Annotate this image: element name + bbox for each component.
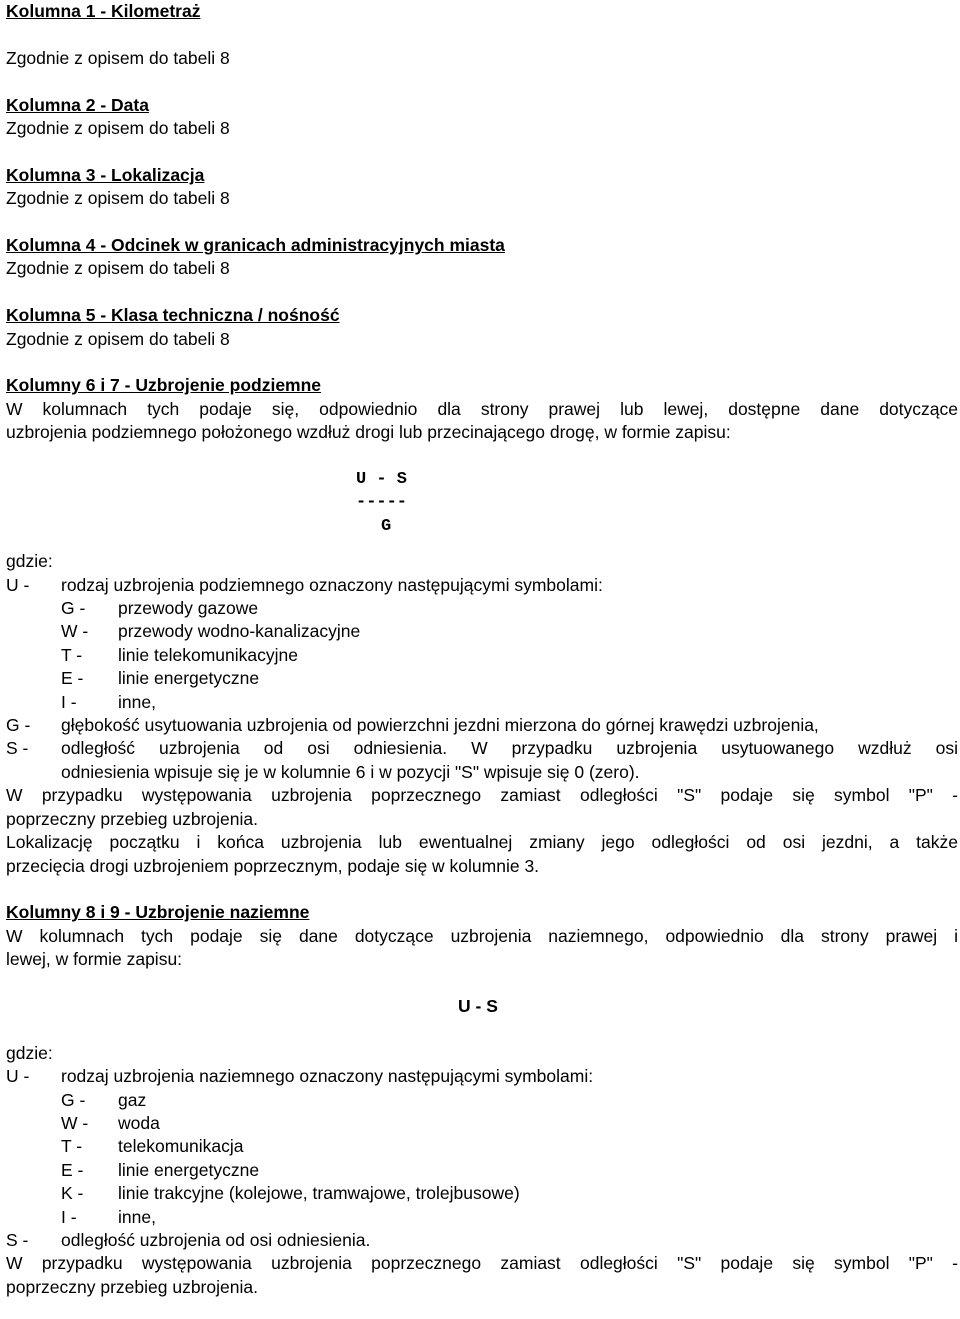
heading-kolumna-1: Kolumna 1 - Kilometraż <box>6 1 201 21</box>
heading-kolumna-4: Kolumna 4 - Odcinek w granicach administracyjnych miasta <box>6 235 505 255</box>
cross-note-aboveground-line2: poprzeczny przebieg uzbrojenia. <box>6 1276 258 1297</box>
symbol-g-text: gaz <box>118 1089 147 1110</box>
symbol-i-text: inne, <box>118 1206 156 1227</box>
definition-u-text: rodzaj uzbrojenia naziemnego oznaczony następującymi symbolami: <box>61 1066 594 1087</box>
symbol-s: S - <box>6 738 29 759</box>
symbol-g-depth: G - <box>6 715 31 736</box>
definition-g-text: głębokość usytuowania uzbrojenia od powierzchni jezdni mierzona do górnej krawędzi uzbrojenia, <box>61 715 819 736</box>
definition-u-underground <box>6 574 958 597</box>
text-kolumna-2: Zgodnie z opisem do tabeli 8 <box>6 118 230 138</box>
formula-underground <box>6 468 958 538</box>
heading-kolumna-3: Kolumna 3 - Lokalizacja <box>6 164 205 185</box>
list-item <box>6 1112 958 1135</box>
definition-s-distance <box>6 737 958 784</box>
symbol-u: U - <box>6 1066 30 1087</box>
list-item <box>6 691 958 714</box>
symbol-k-text: linie trakcyjne (kolejowe, tramwajowe, trolejbusowe) <box>118 1183 520 1204</box>
list-item <box>6 1135 958 1158</box>
symbol-g-text: przewody gazowe <box>118 598 259 619</box>
intro-kolumny-6-7-line1: W kolumnach tych podaje się, odpowiednio dla strony prawej lub lewej, dostępne dane dotyczące <box>6 398 958 419</box>
symbol-i: I - <box>61 1206 77 1227</box>
list-item <box>6 644 958 667</box>
text-kolumna-4: Zgodnie z opisem do tabeli 8 <box>6 258 230 279</box>
location-note-line2: przecięcia drogi uzbrojeniem poprzecznym, podaje się w kolumnie 3. <box>6 855 540 876</box>
symbol-i: I - <box>61 691 77 712</box>
formula-denominator: G <box>381 516 392 536</box>
cross-note-line2: poprzeczny przebieg uzbrojenia. <box>6 808 258 829</box>
definition-s-distance-aboveground <box>6 1229 958 1252</box>
symbol-u: U - <box>6 574 30 595</box>
definition-s-text-line1: odległość uzbrojenia od osi odniesienia. W przypadku uzbrojenia usytuowanego wzdłuż osi <box>61 738 958 759</box>
symbol-t: T - <box>61 644 83 665</box>
symbol-e-text: linie energetyczne <box>118 1159 260 1180</box>
list-item <box>6 1159 958 1182</box>
heading-kolumny-6-7: Kolumny 6 i 7 - Uzbrojenie podziemne <box>6 375 322 396</box>
list-item <box>6 1182 958 1205</box>
intro-kolumny-8-9-line2: lewej, w formie zapisu: <box>6 949 183 970</box>
symbol-t: T - <box>61 1136 83 1157</box>
symbol-w: W - <box>61 621 89 642</box>
symbol-s: S - <box>6 1229 29 1250</box>
symbol-g: G - <box>61 1089 86 1110</box>
definition-u-text: rodzaj uzbrojenia podziemnego oznaczony następującymi symbolami: <box>61 574 603 595</box>
heading-kolumny-8-9: Kolumny 8 i 9 - Uzbrojenie naziemne <box>6 902 310 923</box>
symbol-e: E - <box>61 668 84 689</box>
symbol-t-text: linie telekomunikacyjne <box>118 644 298 665</box>
symbol-w-text: woda <box>118 1112 160 1133</box>
symbol-w-text: przewody wodno-kanalizacyjne <box>118 621 361 642</box>
list-item <box>6 667 958 690</box>
intro-kolumny-6-7-line2: uzbrojenia podziemnego położonego wzdłuż drogi lub przecinającego drogę, w formie zapisu: <box>6 422 731 443</box>
document-page <box>6 0 958 1299</box>
list-item <box>6 1089 958 1112</box>
heading-kolumna-5: Kolumna 5 - Klasa techniczna / nośność <box>6 305 340 326</box>
symbol-e-text: linie energetyczne <box>118 668 260 689</box>
where-label-aboveground: gdzie: <box>6 1042 53 1063</box>
definition-g-depth <box>6 714 958 737</box>
symbol-g: G - <box>61 598 86 619</box>
formula-aboveground: U - S <box>458 995 498 1016</box>
cross-note-aboveground-line1: W przypadku występowania uzbrojenia poprzecznego zamiast odległości "S" podaje się symbol "P" - <box>6 1253 958 1274</box>
location-note-line1: Lokalizację początku i końca uzbrojenia lub ewentualnej zmiany jego odległości od osi jezdni, a także <box>6 832 958 853</box>
intro-kolumny-8-9-line1: W kolumnach tych podaje się dane dotyczące uzbrojenia naziemnego, odpowiednio dla strony prawej i <box>6 925 958 946</box>
symbol-w: W - <box>61 1112 89 1133</box>
symbol-k: K - <box>61 1183 84 1204</box>
formula-fraction-line: ----- <box>356 493 408 513</box>
definition-s-text-line2: odniesienia wpisuje się je w kolumnie 6 i w pozycji "S" wpisuje się 0 (zero). <box>61 761 640 782</box>
heading-kolumna-2: Kolumna 2 - Data <box>6 94 149 115</box>
list-item <box>6 597 958 620</box>
symbol-e: E - <box>61 1159 84 1180</box>
definition-s-text: odległość uzbrojenia od osi odniesienia. <box>61 1229 371 1250</box>
formula-numerator: U - S <box>356 470 408 490</box>
list-item <box>6 1206 958 1229</box>
text-kolumna-5: Zgodnie z opisem do tabeli 8 <box>6 328 230 349</box>
list-item <box>6 620 958 643</box>
symbol-t-text: telekomunikacja <box>118 1136 244 1157</box>
where-label-underground: gdzie: <box>6 551 53 572</box>
symbol-i-text: inne, <box>118 691 156 712</box>
text-kolumna-1: Zgodnie z opisem do tabeli 8 <box>6 47 230 68</box>
definition-u-aboveground <box>6 1065 958 1088</box>
text-kolumna-3: Zgodnie z opisem do tabeli 8 <box>6 188 230 209</box>
cross-note-line1: W przypadku występowania uzbrojenia poprzecznego zamiast odległości "S" podaje się symbol "P" - <box>6 785 958 806</box>
